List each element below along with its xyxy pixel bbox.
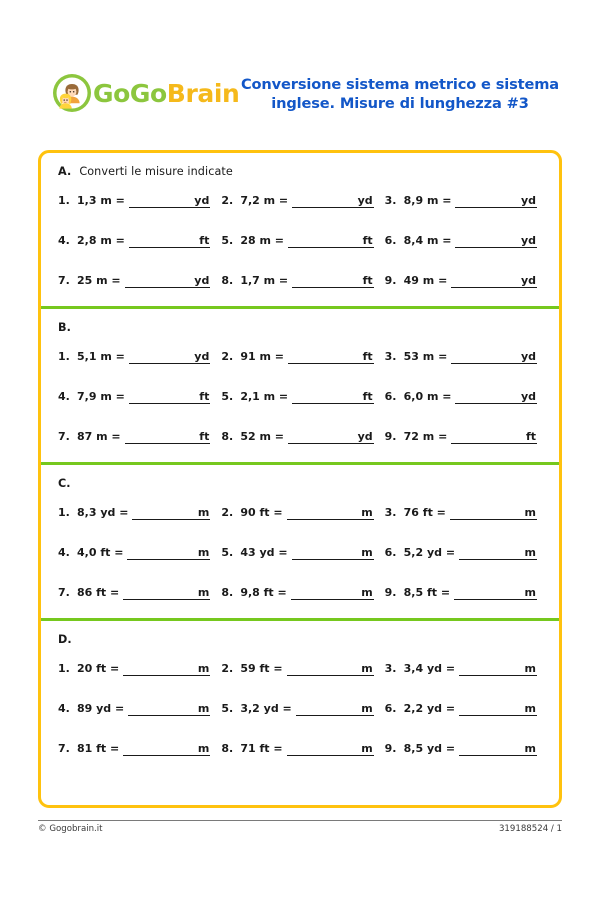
answer-unit-label: yd [520,233,536,247]
problem-number: 9. [384,585,397,599]
worksheet-section-c [41,462,559,618]
problem-expression: 8,4 m = [403,233,452,247]
problem-row [55,688,545,728]
answer-blank[interactable] [125,273,211,288]
problem-item [55,505,218,520]
answer-unit-label: yd [194,349,210,363]
problem-number: 4. [58,701,70,715]
answer-blank[interactable] [459,741,537,756]
problem-item [382,701,545,716]
problem-number: 5. [221,545,234,559]
answer-blank[interactable] [292,389,374,404]
problem-row [55,376,545,416]
problem-number: 8. [221,273,234,287]
problem-number: 7. [58,273,70,287]
problem-number: 6. [384,701,397,715]
problem-expression: 8,5 yd = [403,741,456,755]
answer-blank[interactable] [123,585,210,600]
problem-expression: 91 m = [240,349,284,363]
answer-blank[interactable] [129,389,211,404]
problem-number: 1. [58,661,70,675]
problem-item [218,349,381,364]
answer-unit-label: yd [194,273,210,287]
problem-item [382,193,545,208]
logo-text-gogo: GoGo [93,78,167,108]
problem-item [382,545,545,560]
answer-unit-label: ft [199,389,210,403]
answer-blank[interactable] [129,349,211,364]
section-letter: C. [58,477,71,490]
problem-number: 8. [221,429,234,443]
answer-blank[interactable] [123,661,210,676]
problem-number: 4. [58,389,70,403]
page-footer [38,820,562,834]
problem-number: 4. [58,233,70,247]
answer-unit-label: m [524,661,536,675]
problem-row [55,728,545,768]
problem-item [382,389,545,404]
problem-number: 7. [58,741,70,755]
answer-blank[interactable] [459,545,537,560]
problem-number: 4. [58,545,70,559]
problem-item [382,661,545,676]
problem-row [55,260,545,300]
problem-item [218,661,381,676]
answer-unit-label: ft [525,429,536,443]
problem-item [55,349,218,364]
answer-unit-label: ft [199,429,210,443]
problem-number: 2. [221,661,234,675]
answer-unit-label: m [524,545,536,559]
problem-expression: 81 ft = [77,741,120,755]
problem-row [55,220,545,260]
answer-blank[interactable] [455,193,537,208]
answer-unit-label: m [197,585,210,599]
problem-number: 3. [384,349,397,363]
problem-number: 9. [384,429,397,443]
answer-blank[interactable] [129,233,211,248]
answer-unit-label: yd [520,193,536,207]
problem-number: 1. [58,505,70,519]
answer-blank[interactable] [288,349,374,364]
answer-blank[interactable] [459,661,537,676]
problem-row [55,532,545,572]
problem-expression: 59 ft = [240,661,283,675]
answer-blank[interactable] [132,505,210,520]
answer-blank[interactable] [127,545,210,560]
section-letter: A. [58,165,72,178]
problem-row [55,336,545,376]
problem-expression: 7,9 m = [77,389,125,403]
answer-blank[interactable] [123,741,210,756]
problem-item [55,701,218,716]
answer-blank[interactable] [287,505,374,520]
problem-number: 9. [384,741,397,755]
problem-number: 9. [384,273,397,287]
problem-number: 3. [384,505,397,519]
problem-number: 6. [384,233,397,247]
problem-number: 7. [58,585,70,599]
problem-item [55,389,218,404]
problem-item [218,505,381,520]
problem-expression: 86 ft = [77,585,120,599]
answer-blank[interactable] [128,701,210,716]
problem-item [55,273,218,288]
problem-row [55,180,545,220]
answer-unit-label: m [361,661,373,675]
problem-expression: 52 m = [240,429,284,443]
problem-item [218,585,381,600]
answer-blank[interactable] [451,429,537,444]
problem-expression: 7,2 m = [240,193,289,207]
answer-unit-label: m [197,741,210,755]
footer-document-id: 319188524 / 1 [498,824,562,834]
problem-row [55,416,545,456]
problem-item [55,193,218,208]
problem-item [382,505,545,520]
section-letter: B. [58,321,71,334]
problem-expression: 2,2 yd = [403,701,456,715]
problem-expression: 28 m = [240,233,284,247]
problem-expression: 6,0 m = [403,389,452,403]
answer-unit-label: ft [362,273,373,287]
answer-blank[interactable] [451,273,537,288]
answer-unit-label: m [361,585,373,599]
problem-number: 6. [384,545,397,559]
problem-item [218,741,381,756]
problem-item [218,701,381,716]
problem-number: 6. [384,389,397,403]
section-rows [55,492,545,612]
worksheet-box [38,150,562,808]
problem-number: 2. [221,193,234,207]
problem-expression: 4,0 ft = [77,545,124,559]
problem-item [382,741,545,756]
answer-blank[interactable] [292,545,374,560]
problem-expression: 90 ft = [240,505,283,519]
problem-item [382,273,545,288]
problem-expression: 8,9 m = [403,193,452,207]
answer-blank[interactable] [288,233,374,248]
section-instruction: Converti le misure indicate [79,165,233,178]
answer-unit-label: m [197,661,210,675]
problem-item [55,545,218,560]
answer-unit-label: m [361,701,373,715]
answer-blank[interactable] [287,741,374,756]
answer-blank[interactable] [455,233,537,248]
answer-blank[interactable] [129,193,211,208]
problem-row [55,492,545,532]
problem-expression: 3,4 yd = [403,661,456,675]
problem-expression: 5,1 m = [77,349,125,363]
problem-number: 5. [221,233,234,247]
answer-unit-label: yd [357,429,373,443]
answer-unit-label: ft [199,233,210,247]
problem-expression: 72 m = [403,429,448,443]
answer-blank[interactable] [288,429,374,444]
section-letter: D. [58,633,72,646]
page-title: Conversione sistema metrico e sistema inglese. Misure di lunghezza #3 [241,76,559,112]
problem-expression: 20 ft = [77,661,120,675]
problem-number: 1. [58,193,70,207]
problem-item [55,741,218,756]
problem-expression: 71 ft = [240,741,283,755]
two-children-avatar-icon [52,73,92,113]
answer-unit-label: yd [520,349,536,363]
problem-expression: 89 yd = [77,701,125,715]
answer-blank[interactable] [292,273,374,288]
problem-expression: 2,8 m = [77,233,125,247]
worksheet-section-b [41,306,559,462]
worksheet-section-d [41,618,559,774]
problem-expression: 3,2 yd = [240,701,292,715]
problem-expression: 1,3 m = [77,193,125,207]
problem-expression: 8,3 yd = [77,505,129,519]
section-rows [55,336,545,456]
problem-item [218,429,381,444]
problem-expression: 5,2 yd = [403,545,456,559]
page-header [0,0,600,148]
problem-item [382,349,545,364]
answer-blank[interactable] [296,701,374,716]
problem-item [55,661,218,676]
answer-unit-label: ft [362,233,373,247]
answer-blank[interactable] [292,193,374,208]
answer-blank[interactable] [287,661,374,676]
answer-unit-label: yd [520,273,536,287]
section-heading [58,321,545,334]
answer-unit-label: m [524,505,536,519]
section-rows [55,648,545,768]
problem-row [55,648,545,688]
problem-item [55,429,218,444]
answer-unit-label: yd [520,389,536,403]
answer-unit-label: m [524,741,536,755]
answer-unit-label: m [361,741,373,755]
answer-unit-label: m [524,701,536,715]
problem-expression: 87 m = [77,429,121,443]
answer-unit-label: m [197,701,210,715]
answer-unit-label: ft [362,389,373,403]
problem-number: 2. [221,505,234,519]
problem-expression: 8,5 ft = [403,585,451,599]
answer-blank[interactable] [455,389,537,404]
answer-unit-label: yd [194,193,210,207]
answer-blank[interactable] [459,701,537,716]
answer-unit-label: yd [357,193,373,207]
problem-item [218,233,381,248]
footer-copyright: © Gogobrain.it [38,824,103,834]
problem-item [218,193,381,208]
problem-number: 8. [221,585,234,599]
problem-number: 1. [58,349,70,363]
problem-number: 5. [221,701,234,715]
problem-expression: 2,1 m = [240,389,289,403]
answer-blank[interactable] [454,585,537,600]
logo-text-brain: Brain [166,78,240,108]
section-rows [55,180,545,300]
section-heading [58,477,545,490]
problem-expression: 43 yd = [240,545,288,559]
problem-item [382,429,545,444]
problem-number: 3. [384,661,397,675]
problem-expression: 53 m = [403,349,448,363]
problem-item [218,545,381,560]
answer-blank[interactable] [125,429,211,444]
section-heading [58,165,545,178]
problem-row [55,572,545,612]
problem-number: 3. [384,193,397,207]
problem-expression: 1,7 m = [240,273,289,287]
answer-unit-label: m [361,545,373,559]
problem-item [218,273,381,288]
gogobrain-logo [52,72,239,114]
problem-item [218,389,381,404]
logo-wordmark [93,78,240,108]
answer-unit-label: ft [362,349,373,363]
problem-expression: 9,8 ft = [240,585,287,599]
answer-unit-label: m [361,505,373,519]
problem-item [382,585,545,600]
problem-number: 5. [221,389,234,403]
answer-unit-label: m [197,505,210,519]
problem-expression: 25 m = [77,273,121,287]
problem-item [382,233,545,248]
problem-expression: 49 m = [403,273,448,287]
answer-blank[interactable] [291,585,374,600]
worksheet-section-a [41,153,559,306]
answer-blank[interactable] [451,349,537,364]
problem-number: 2. [221,349,234,363]
problem-number: 7. [58,429,70,443]
answer-blank[interactable] [450,505,537,520]
answer-unit-label: m [524,585,536,599]
section-heading [58,633,545,646]
problem-item [55,233,218,248]
problem-number: 8. [221,741,234,755]
problem-expression: 76 ft = [403,505,446,519]
answer-unit-label: m [197,545,210,559]
problem-item [55,585,218,600]
